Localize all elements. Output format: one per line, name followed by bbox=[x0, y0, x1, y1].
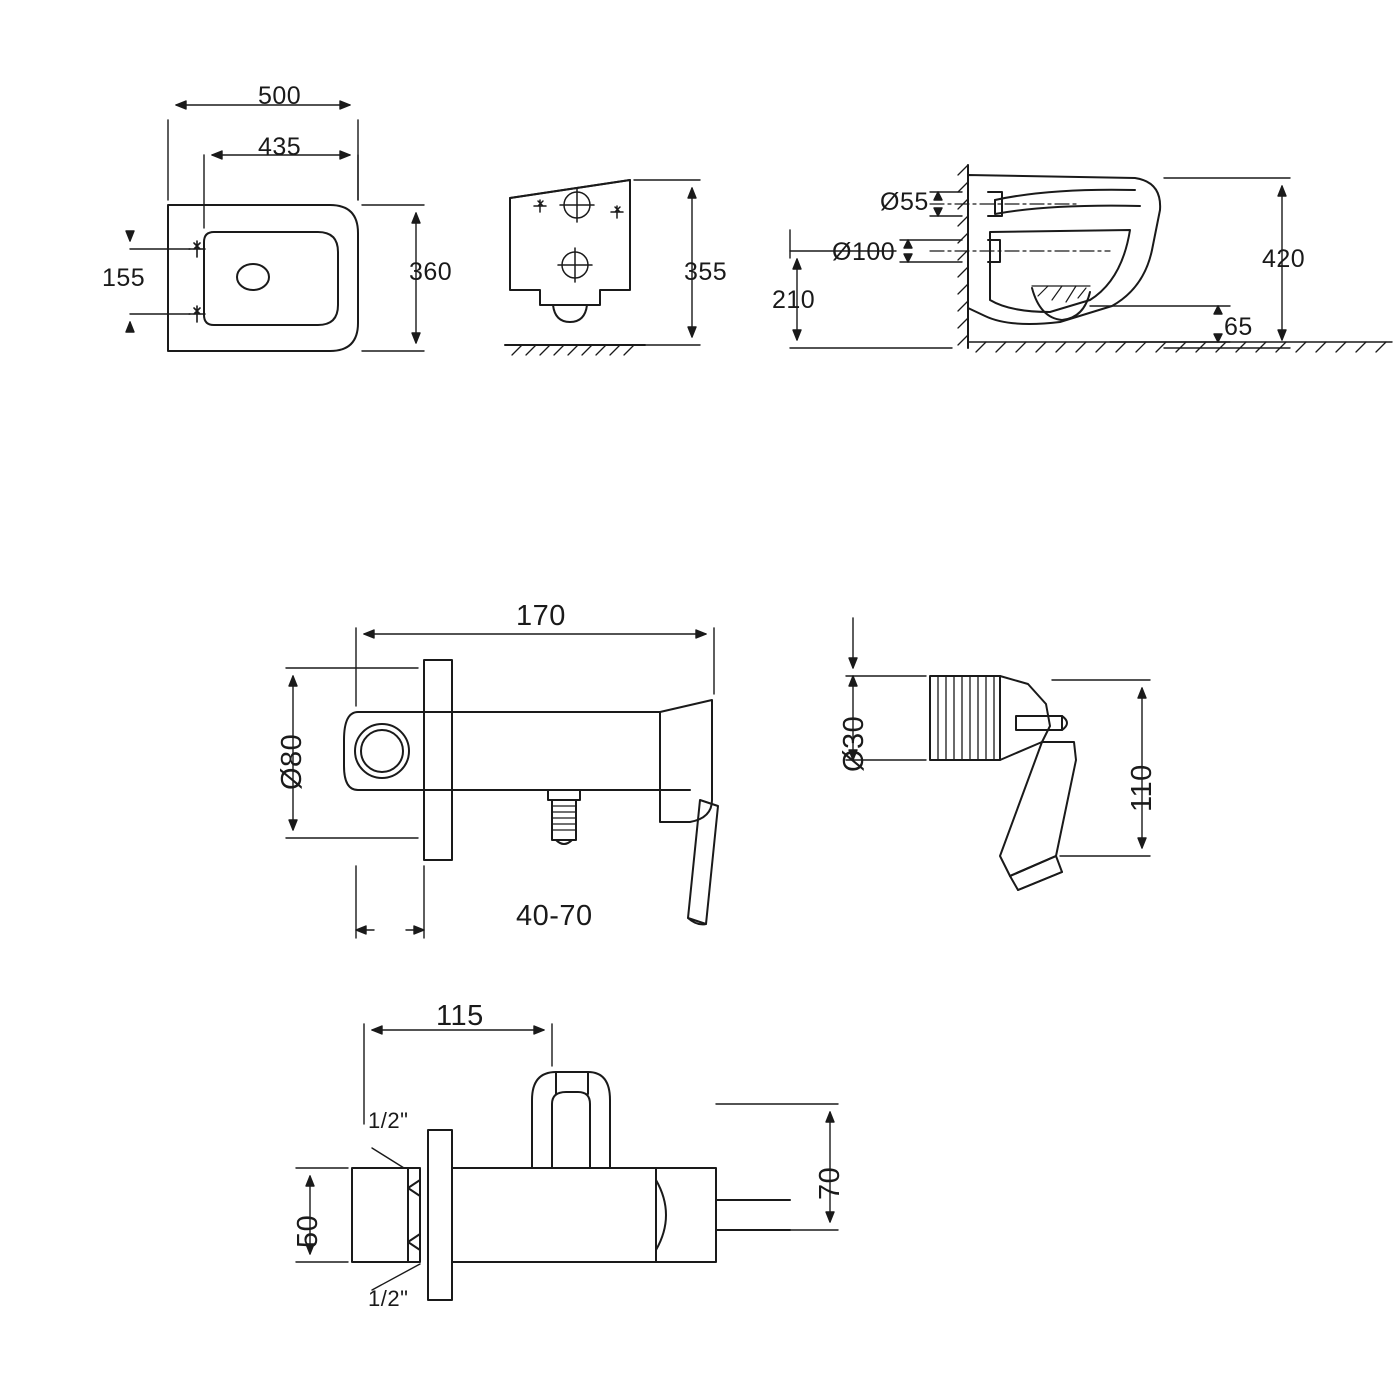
dimension-label-holder-thread-top: 1/2" bbox=[368, 1108, 409, 1133]
dimension-label-wc-top-155: 155 bbox=[102, 264, 146, 292]
holder-view-dimension-lines bbox=[296, 1024, 838, 1290]
dimension-label-wc-side-65: 65 bbox=[1224, 313, 1253, 341]
dimension-label-wc-front-355: 355 bbox=[684, 258, 728, 286]
dimension-label-wc-top-435: 435 bbox=[258, 133, 302, 161]
spray-handle-view-dimension-lines bbox=[846, 618, 1150, 856]
dimension-label-wc-top-360: 360 bbox=[409, 258, 453, 286]
dimension-label-mixer-40-70: 40-70 bbox=[516, 900, 593, 932]
mixer-view-dimension-lines bbox=[286, 628, 714, 938]
wc-side-view-geometry bbox=[930, 165, 1160, 348]
dimension-label-wc-side-d100: Ø100 bbox=[832, 238, 896, 266]
dimension-label-wc-top-500: 500 bbox=[258, 82, 302, 110]
dimension-label-spray-110: 110 bbox=[1126, 764, 1158, 812]
dimension-label-wc-side-d55: Ø55 bbox=[880, 188, 929, 216]
dimension-label-mixer-d80: Ø80 bbox=[276, 733, 308, 790]
dimension-label-holder-115: 115 bbox=[436, 1000, 484, 1032]
dimension-label-wc-side-420: 420 bbox=[1262, 245, 1306, 273]
mixer-view-geometry bbox=[344, 660, 718, 924]
wc-front-view-geometry bbox=[505, 180, 645, 355]
dimension-label-mixer-170: 170 bbox=[516, 600, 566, 632]
spray-handle-view-geometry bbox=[930, 676, 1076, 890]
dimension-label-holder-70: 70 bbox=[814, 1166, 846, 1200]
dimension-label-holder-50: 50 bbox=[292, 1214, 324, 1248]
dimension-label-holder-thread-bottom: 1/2" bbox=[368, 1286, 409, 1311]
dimension-label-wc-side-210: 210 bbox=[772, 286, 816, 314]
wc-top-view-geometry bbox=[168, 205, 358, 351]
dimension-label-spray-d30: Ø30 bbox=[838, 715, 870, 772]
